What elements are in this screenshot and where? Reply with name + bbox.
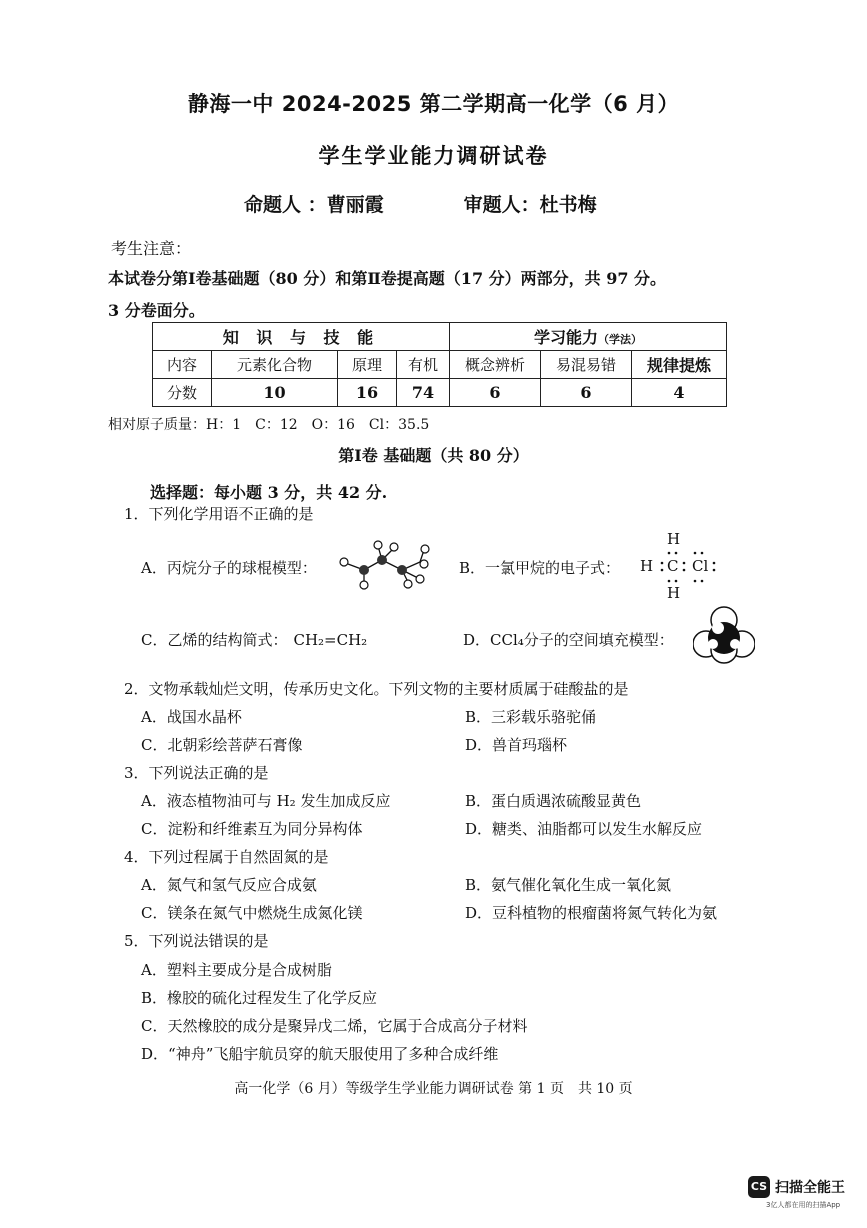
question-3-stem: 3．下列说法正确的是 — [124, 764, 269, 782]
table-row — [153, 379, 727, 407]
q4-option-c: C．镁条在氮气中燃烧生成氮化镁 — [141, 904, 363, 922]
q2-option-b: B．三彩载乐骆驼俑 — [465, 708, 597, 726]
table-cell: 元素化合物 — [212, 351, 338, 379]
q2-option-a: A．战国水晶杯 — [141, 708, 242, 726]
camscanner-logo-icon: CS — [748, 1176, 770, 1198]
exam-title: 静海一中 2024-2025 第二学期高一化学（6 月） — [187, 92, 680, 116]
chloromethane-lewis-structure — [638, 530, 728, 602]
author: 命题人 ：曹丽霞 — [244, 194, 384, 216]
mc-heading: 选择题：每小题 3 分，共 42 分. — [150, 483, 388, 502]
reviewer: 审题人：杜书梅 — [463, 194, 597, 216]
camscanner-name: 扫描全能王 — [775, 1180, 845, 1196]
lewis-c: C — [667, 557, 679, 575]
q1-option-d: D．CCl₄分子的空间填充模型： — [463, 631, 674, 649]
q5-option-d: D．“神舟”飞船宇航员穿的航天服使用了多种合成纤维 — [141, 1045, 499, 1063]
table-cell: 4 — [632, 379, 727, 407]
group-learning-ability-note: （学法） — [598, 333, 642, 346]
lewis-electron-dots — [638, 530, 728, 602]
group-learning-ability — [450, 323, 727, 351]
exam-subtitle: 学生学业能力调研试卷 — [318, 144, 549, 168]
lewis-h-top: H — [667, 530, 681, 548]
table-cell: 6 — [450, 379, 541, 407]
lewis-h-bottom: H — [667, 584, 681, 602]
q1-option-c-label: C．乙烯的结构简式： — [141, 631, 288, 649]
table-cell: 6 — [541, 379, 632, 407]
question-4-stem: 4．下列过程属于自然固氮的是 — [124, 848, 329, 866]
lewis-h-left: H — [640, 557, 654, 575]
notice-line-2: 3 分卷面分。 — [108, 301, 205, 320]
q5-option-c: C．天然橡胶的成分是聚异戊二烯，它属于合成高分子材料 — [141, 1017, 528, 1035]
q5-option-a: A．塑料主要成分是合成树脂 — [141, 961, 332, 979]
part1-title: 第Ⅰ卷 基础题（共 80 分） — [338, 446, 529, 465]
table-header-row — [153, 323, 727, 351]
table-cell: 原理 — [338, 351, 397, 379]
q1-option-c — [141, 629, 367, 650]
question-1-stem: 1．下列化学用语不正确的是 — [124, 505, 314, 523]
question-2-stem: 2．文物承载灿烂文明，传承历史文化。下列文物的主要材质属于硅酸盐的是 — [124, 680, 629, 698]
group-knowledge-skills: 知 识 与 技 能 — [153, 323, 450, 351]
q3-option-b: B．蛋白质遇浓硫酸显黄色 — [465, 792, 642, 810]
notice-heading: 考生注意： — [111, 239, 192, 258]
atomic-masses: 相对原子质量：H：1 C：12 O：16 Cl：35.5 — [108, 417, 430, 433]
lewis-cl: Cl — [692, 557, 709, 575]
authors-line — [244, 190, 597, 217]
question-5-stem: 5．下列说法错误的是 — [124, 932, 269, 950]
table-cell: 16 — [338, 379, 397, 407]
table-cell: 74 — [397, 379, 450, 407]
table-cell: 有机 — [397, 351, 450, 379]
q4-option-b: B．氨气催化氧化生成一氧化氮 — [465, 876, 672, 894]
score-distribution-table — [152, 322, 727, 407]
ethylene-formula: CH₂=CH₂ — [293, 631, 368, 649]
group-learning-ability-label: 学习能力 — [533, 328, 598, 347]
q2-option-d: D．兽首玛瑙杯 — [465, 736, 568, 754]
table-cell: 10 — [212, 379, 338, 407]
page-footer: 高一化学（6 月）等级学生学业能力调研试卷 第 1 页 共 10 页 — [234, 1081, 633, 1097]
q3-option-c: C．淀粉和纤维素互为同分异构体 — [141, 820, 363, 838]
q2-option-c: C．北朝彩绘菩萨石膏像 — [141, 736, 303, 754]
propane-ball-stick-model — [336, 540, 431, 590]
q1-option-a: A．丙烷分子的球棍模型： — [141, 559, 317, 577]
ccl4-space-filling-model — [693, 606, 755, 668]
q5-option-b: B．橡胶的硫化过程发生了化学反应 — [141, 989, 378, 1007]
q3-option-a: A．液态植物油可与 H₂ 发生加成反应 — [141, 792, 391, 810]
q4-option-a: A．氮气和氢气反应合成氨 — [141, 876, 317, 894]
table-cell: 易混易错 — [541, 351, 632, 379]
q1-option-b: B．一氯甲烷的电子式： — [459, 559, 621, 577]
row-label-content: 内容 — [153, 351, 212, 379]
notice-line-1: 本试卷分第Ⅰ卷基础题（80 分）和第Ⅱ卷提高题（17 分）两部分，共 97 分。 — [108, 269, 667, 288]
q4-option-d: D．豆科植物的根瘤菌将氮气转化为氨 — [465, 904, 718, 922]
row-label-score: 分数 — [153, 379, 212, 407]
q3-option-d: D．糖类、油脂都可以发生水解反应 — [465, 820, 703, 838]
table-cell: 概念辨析 — [450, 351, 541, 379]
table-cell: 规律提炼 — [632, 351, 727, 379]
camscanner-tagline: 3亿人都在用的扫描App — [766, 1201, 841, 1209]
table-row — [153, 351, 727, 379]
